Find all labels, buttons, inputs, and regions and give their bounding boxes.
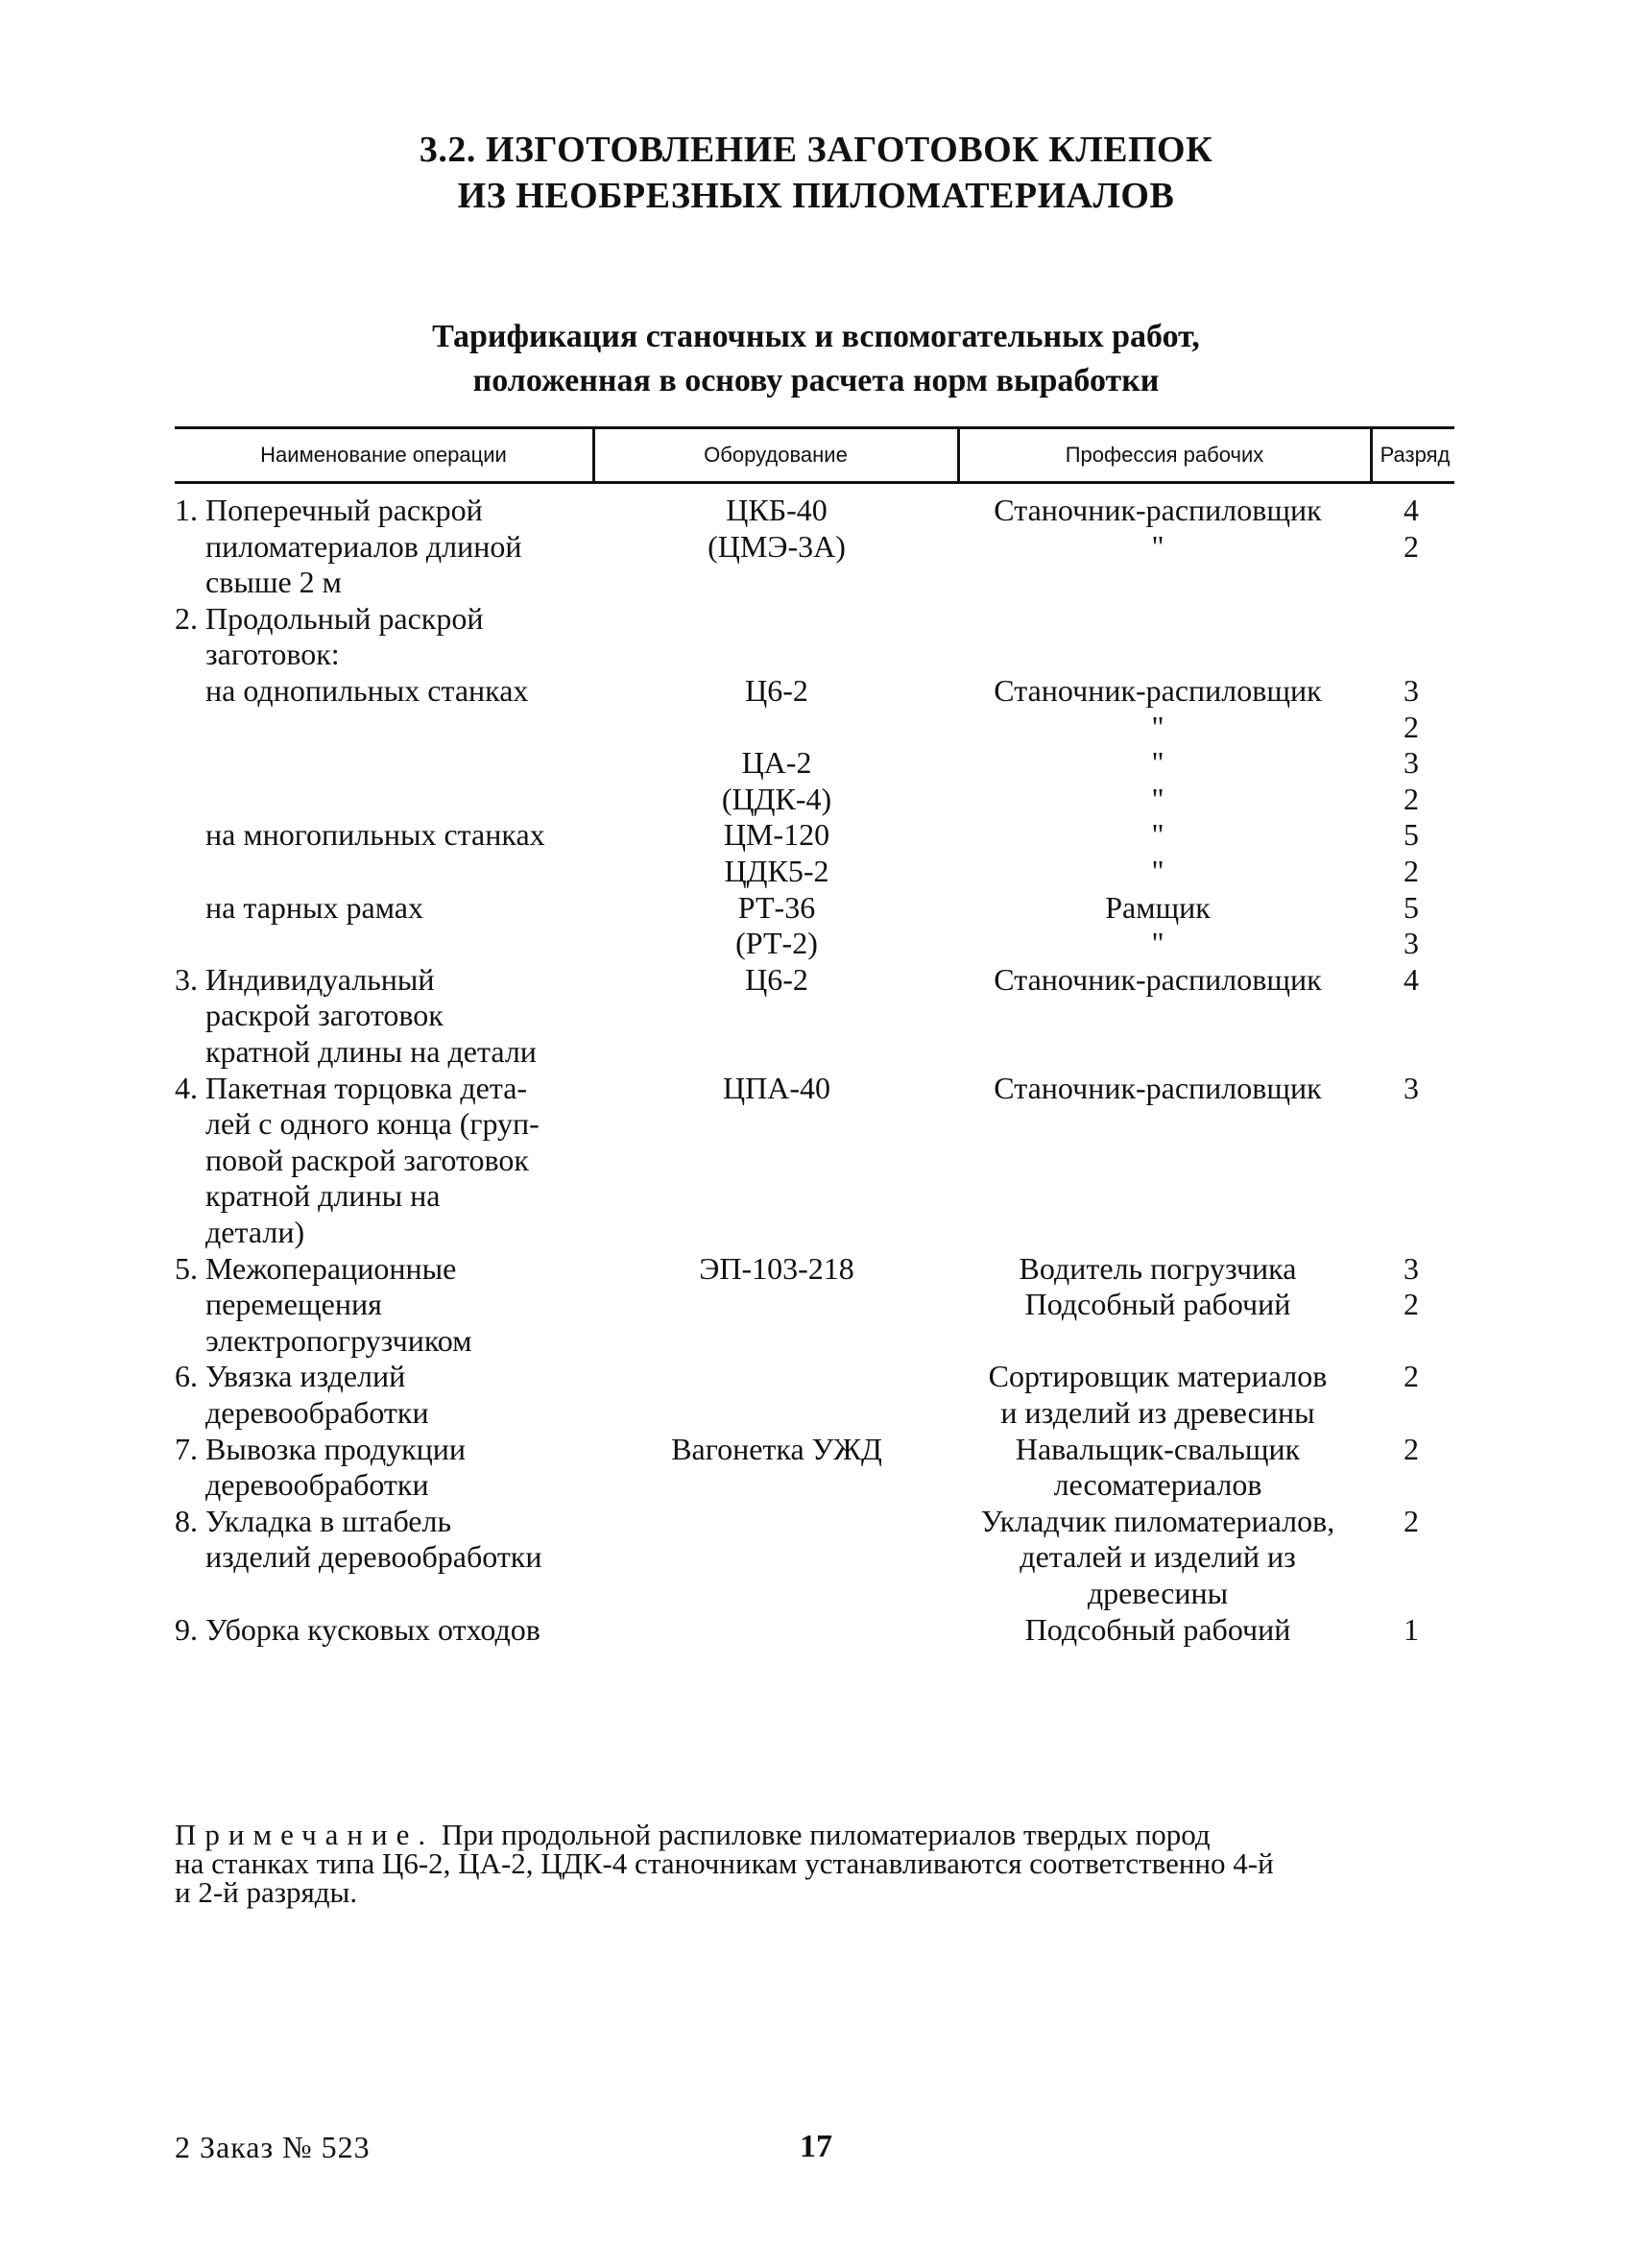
table-row bbox=[0, 816, 1632, 853]
grade-cell: 4 bbox=[1404, 961, 1419, 997]
profession-cell: " bbox=[1151, 854, 1164, 888]
profession-cell: " bbox=[1151, 817, 1164, 853]
operation-cell: 9. Уборка кусковых отходов bbox=[175, 1611, 540, 1647]
profession-cell: деталей и изделий из bbox=[1020, 1539, 1296, 1575]
section-title-line-2: ИЗ НЕОБРЕЗНЫХ ПИЛОМАТЕРИАЛОВ bbox=[457, 176, 1175, 216]
section-title bbox=[0, 127, 1632, 219]
profession-cell: Рамщик bbox=[1105, 889, 1211, 925]
note-line-2: на станках типа Ц6-2, ЦА-2, ЦДК-4 станочникам устанавливаются соответственно 4-й bbox=[175, 1846, 1274, 1880]
operation-cell: 1. Поперечный раскрой bbox=[175, 493, 483, 527]
grade-cell: 2 bbox=[1404, 1287, 1419, 1322]
header-profession: Профессия рабочих bbox=[1065, 443, 1264, 467]
operation-cell: электропогрузчиком bbox=[175, 1322, 472, 1358]
equipment-cell: (РТ-2) bbox=[735, 926, 818, 961]
operation-cell: на однопильных станках bbox=[175, 673, 529, 708]
note-line-1: При продольной распиловке пиломатериалов твердых пород bbox=[441, 1818, 1211, 1851]
operation-cell: повой раскрой заготовок bbox=[175, 1142, 529, 1177]
table-row bbox=[0, 781, 1632, 817]
note-label: Примечание. bbox=[175, 1818, 435, 1851]
table-row bbox=[0, 1466, 1632, 1503]
operation-cell: 3. Индивидуальный bbox=[175, 961, 435, 997]
grade-cell: 2 bbox=[1404, 1503, 1419, 1538]
header-grade: Разряд bbox=[1380, 443, 1451, 467]
operation-cell: свыше 2 м bbox=[175, 565, 342, 600]
profession-cell: Подсобный рабочий bbox=[1024, 1287, 1291, 1322]
operation-cell: пиломатериалов длиной bbox=[175, 528, 522, 564]
grade-cell: 5 bbox=[1404, 817, 1419, 853]
table-row bbox=[0, 1286, 1632, 1322]
operation-cell: кратной длины на bbox=[175, 1178, 441, 1214]
profession-cell: Водитель погрузчика bbox=[1019, 1250, 1297, 1286]
operation-cell: детали) bbox=[175, 1215, 305, 1249]
grade-cell: 3 bbox=[1404, 1070, 1419, 1105]
operation-cell: деревообработки bbox=[175, 1467, 429, 1503]
profession-cell: " bbox=[1151, 781, 1164, 816]
table-row bbox=[0, 744, 1632, 781]
grade-cell: 3 bbox=[1404, 926, 1419, 961]
equipment-cell: РТ-36 bbox=[737, 889, 816, 925]
grade-cell: 3 bbox=[1404, 673, 1419, 708]
equipment-cell: Вагонетка УЖД bbox=[671, 1431, 882, 1466]
table-row bbox=[0, 1177, 1632, 1214]
profession-cell: древесины bbox=[1087, 1576, 1229, 1610]
table-row bbox=[0, 1503, 1632, 1539]
equipment-cell: Ц6-2 bbox=[745, 961, 808, 997]
table-header bbox=[175, 426, 1454, 484]
profession-cell: Станочник-распиловщик bbox=[994, 673, 1322, 708]
profession-cell: Укладчик пиломатериалов, bbox=[980, 1503, 1335, 1538]
equipment-cell: ЦМ-120 bbox=[723, 817, 830, 853]
page-number: 17 bbox=[800, 2129, 832, 2164]
table-row bbox=[0, 564, 1632, 600]
table-row bbox=[0, 1033, 1632, 1070]
grade-cell: 2 bbox=[1404, 781, 1419, 816]
table-row bbox=[0, 709, 1632, 745]
table-row bbox=[0, 528, 1632, 565]
profession-cell: Подсобный рабочий bbox=[1024, 1611, 1291, 1647]
table-title bbox=[0, 315, 1632, 403]
equipment-cell: ЭП-103-218 bbox=[699, 1250, 854, 1286]
equipment-cell: (ЦМЭ-3А) bbox=[708, 528, 846, 564]
table-row bbox=[0, 636, 1632, 672]
profession-cell: " bbox=[1151, 926, 1164, 961]
table-row bbox=[0, 1538, 1632, 1575]
profession-cell: " bbox=[1151, 745, 1164, 781]
equipment-cell: Ц6-2 bbox=[745, 673, 808, 708]
table-row bbox=[0, 853, 1632, 889]
table-row bbox=[0, 1214, 1632, 1250]
operation-cell: на тарных рамах bbox=[175, 889, 423, 925]
note-line-3: и 2-й разряды. bbox=[175, 1875, 358, 1909]
profession-cell: Станочник-распиловщик bbox=[994, 1070, 1322, 1105]
table-row bbox=[0, 1105, 1632, 1142]
grade-cell: 2 bbox=[1404, 528, 1419, 564]
equipment-cell: ЦА-2 bbox=[741, 745, 812, 781]
operation-cell: 2. Продольный раскрой bbox=[175, 600, 484, 636]
operation-cell: 8. Укладка в штабель bbox=[175, 1503, 452, 1538]
table-row bbox=[0, 1070, 1632, 1106]
table-row bbox=[0, 1394, 1632, 1431]
table-note bbox=[175, 1818, 1471, 1909]
grade-cell: 2 bbox=[1404, 1431, 1419, 1466]
operation-cell: 6. Увязка изделий bbox=[175, 1359, 406, 1394]
profession-cell: Навальщик-свальщик bbox=[1015, 1431, 1301, 1466]
table-row bbox=[0, 1142, 1632, 1178]
table-row bbox=[0, 600, 1632, 637]
grade-cell: 3 bbox=[1404, 1250, 1419, 1286]
table-row bbox=[0, 1250, 1632, 1287]
table-row bbox=[0, 1575, 1632, 1611]
table-row bbox=[0, 492, 1632, 528]
section-title-line-1: 3.2. ИЗГОТОВЛЕНИЕ ЗАГОТОВОК КЛЕПОК bbox=[419, 130, 1213, 170]
profession-cell: лесоматериалов bbox=[1053, 1467, 1262, 1503]
operation-cell: заготовок: bbox=[175, 637, 340, 672]
profession-cell: Сортировщик материалов bbox=[988, 1359, 1328, 1394]
operation-cell: 7. Вывозка продукции bbox=[175, 1431, 467, 1466]
operation-cell: лей с одного конца (груп- bbox=[175, 1106, 540, 1142]
table-row bbox=[0, 997, 1632, 1033]
equipment-cell: (ЦДК-4) bbox=[721, 781, 832, 816]
equipment-cell: ЦКБ-40 bbox=[726, 493, 828, 527]
operation-cell: 4. Пакетная торцовка дета- bbox=[175, 1070, 528, 1105]
operation-cell: 5. Межоперационные bbox=[175, 1250, 457, 1286]
grade-cell: 3 bbox=[1404, 745, 1419, 781]
table-title-line-1: Тарификация станочных и вспомогательных работ, bbox=[432, 319, 1200, 354]
grade-cell: 1 bbox=[1404, 1611, 1419, 1647]
header-equipment: Оборудование bbox=[704, 443, 848, 467]
profession-cell: " bbox=[1151, 528, 1164, 564]
profession-cell: и изделий из древесины bbox=[1000, 1395, 1315, 1430]
table-row bbox=[0, 672, 1632, 709]
table-row bbox=[0, 1358, 1632, 1394]
grade-cell: 5 bbox=[1404, 889, 1419, 925]
equipment-cell: ЦПА-40 bbox=[723, 1070, 830, 1105]
grade-cell: 2 bbox=[1404, 854, 1419, 888]
grade-cell: 2 bbox=[1404, 709, 1419, 744]
grade-cell: 2 bbox=[1404, 1359, 1419, 1394]
order-number: 2 Заказ № 523 bbox=[175, 2130, 371, 2164]
table-row bbox=[0, 961, 1632, 998]
header-operation: Наименование операции bbox=[260, 443, 507, 467]
table-row bbox=[0, 1322, 1632, 1359]
profession-cell: " bbox=[1151, 709, 1164, 744]
equipment-cell: ЦДК5-2 bbox=[724, 854, 829, 888]
table-row bbox=[0, 1431, 1632, 1467]
operation-cell: кратной длины на детали bbox=[175, 1034, 537, 1069]
table-row bbox=[0, 1611, 1632, 1648]
operation-cell: перемещения bbox=[175, 1287, 382, 1322]
operation-cell: изделий деревообработки bbox=[175, 1539, 542, 1575]
profession-cell: Станочник-распиловщик bbox=[994, 493, 1322, 527]
grade-cell: 4 bbox=[1404, 493, 1419, 527]
profession-cell: Станочник-распиловщик bbox=[994, 961, 1322, 997]
operation-cell: на многопильных станках bbox=[175, 817, 545, 853]
operation-cell: деревообработки bbox=[175, 1395, 429, 1430]
table-row bbox=[0, 925, 1632, 961]
table-row bbox=[0, 889, 1632, 926]
table-title-line-2: положенная в основу расчета норм выработки bbox=[472, 363, 1160, 398]
operation-cell: раскрой заготовок bbox=[175, 998, 444, 1033]
